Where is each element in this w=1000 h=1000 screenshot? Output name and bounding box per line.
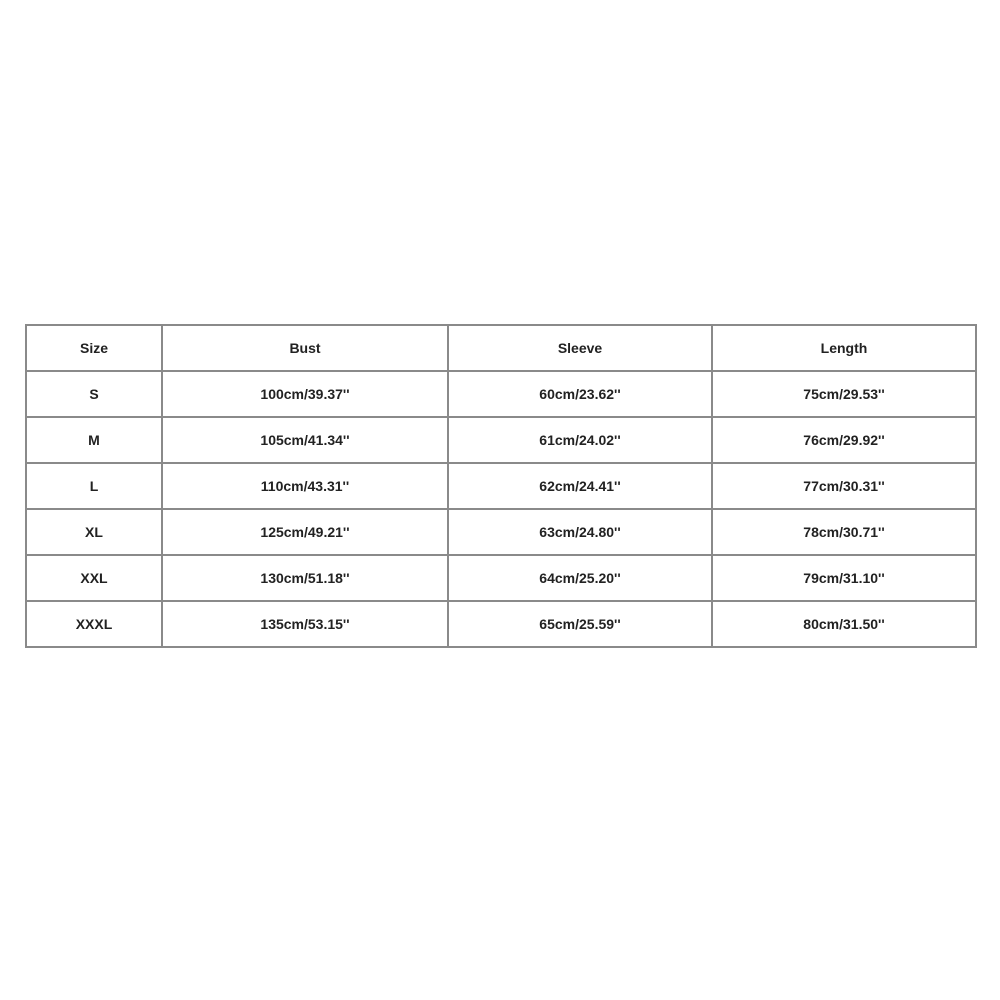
table-row [26, 601, 976, 647]
header-sleeve: Sleeve [448, 325, 712, 371]
table-row [26, 417, 976, 463]
cell-size: XL [26, 509, 162, 555]
cell-bust: 105cm/41.34'' [162, 417, 448, 463]
cell-sleeve: 63cm/24.80'' [448, 509, 712, 555]
cell-sleeve: 64cm/25.20'' [448, 555, 712, 601]
table-row [26, 371, 976, 417]
cell-length: 75cm/29.53'' [712, 371, 976, 417]
cell-bust: 135cm/53.15'' [162, 601, 448, 647]
cell-bust: 110cm/43.31'' [162, 463, 448, 509]
cell-sleeve: 61cm/24.02'' [448, 417, 712, 463]
cell-bust: 130cm/51.18'' [162, 555, 448, 601]
cell-bust: 100cm/39.37'' [162, 371, 448, 417]
table-row [26, 463, 976, 509]
cell-bust: 125cm/49.21'' [162, 509, 448, 555]
cell-length: 79cm/31.10'' [712, 555, 976, 601]
cell-length: 78cm/30.71'' [712, 509, 976, 555]
cell-length: 77cm/30.31'' [712, 463, 976, 509]
header-bust: Bust [162, 325, 448, 371]
cell-size: S [26, 371, 162, 417]
cell-size: M [26, 417, 162, 463]
cell-length: 76cm/29.92'' [712, 417, 976, 463]
size-chart-table [25, 324, 977, 648]
cell-sleeve: 62cm/24.41'' [448, 463, 712, 509]
table-row [26, 509, 976, 555]
cell-sleeve: 60cm/23.62'' [448, 371, 712, 417]
cell-size: L [26, 463, 162, 509]
table-row [26, 555, 976, 601]
table-header-row [26, 325, 976, 371]
cell-sleeve: 65cm/25.59'' [448, 601, 712, 647]
cell-size: XXXL [26, 601, 162, 647]
header-length: Length [712, 325, 976, 371]
cell-size: XXL [26, 555, 162, 601]
header-size: Size [26, 325, 162, 371]
cell-length: 80cm/31.50'' [712, 601, 976, 647]
